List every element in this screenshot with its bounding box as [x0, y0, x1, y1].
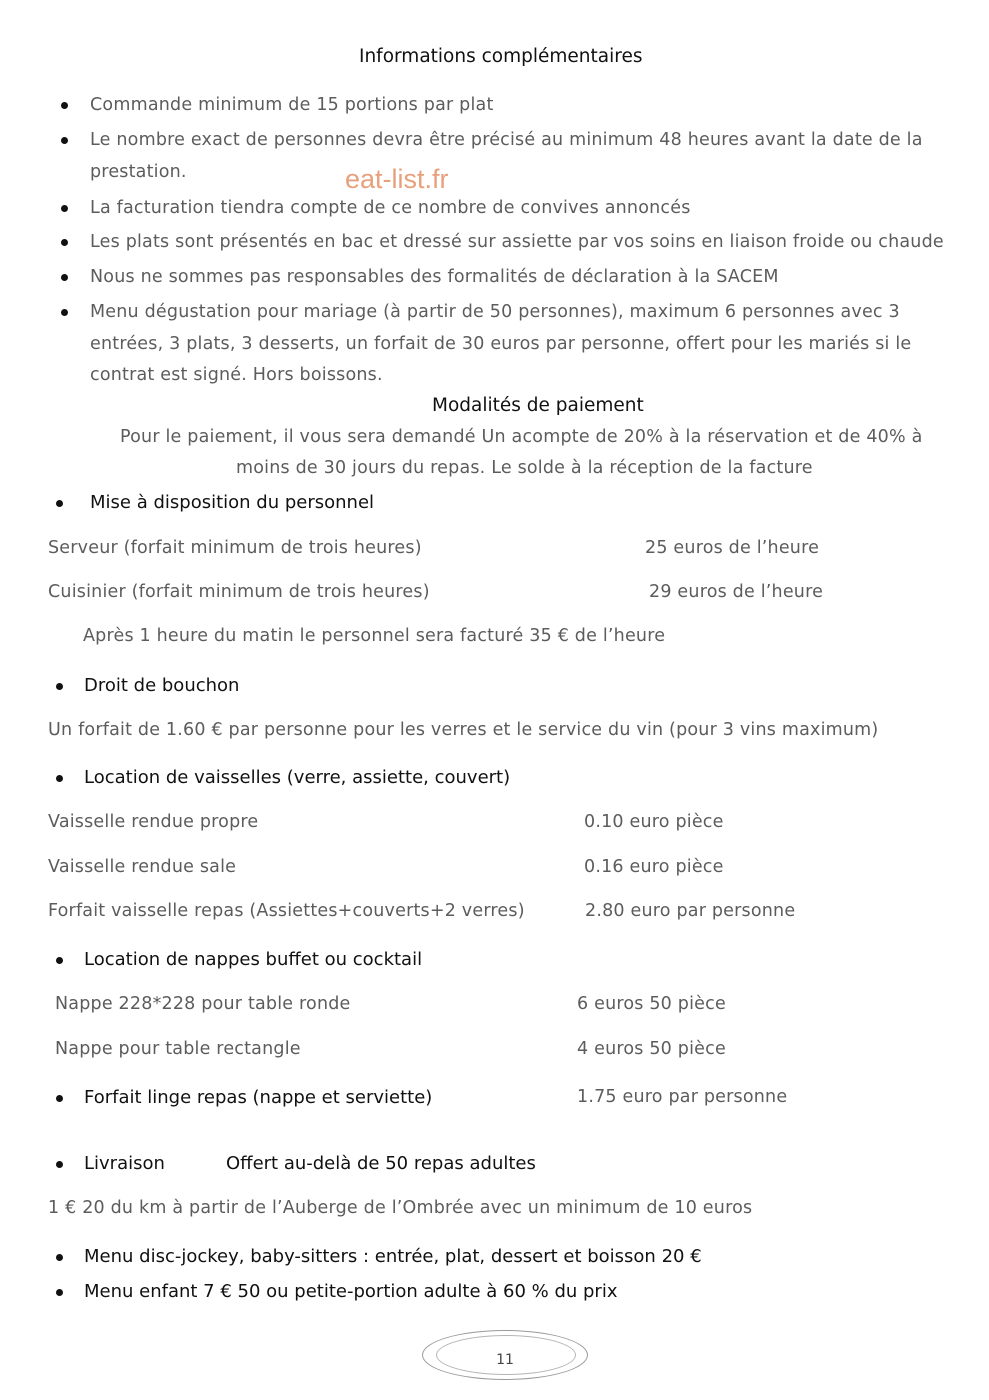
staff-label: Cuisinier (forfait minimum de trois heures): [48, 582, 430, 602]
delivery-heading: Livraison: [84, 1153, 165, 1174]
bullet-icon: [61, 274, 68, 281]
info-bullet-text: Le nombre exact de personnes devra être précisé au minimum 48 heures avant la date de la: [90, 130, 923, 150]
dishes-price: 2.80 euro par personne: [585, 901, 796, 921]
info-bullet-text: La facturation tiendra compte de ce nombre de convives annoncés: [90, 198, 691, 218]
staff-label: Serveur (forfait minimum de trois heures): [48, 538, 422, 558]
tablecloths-label: Nappe 228*228 pour table ronde: [55, 994, 351, 1014]
dishes-price: 0.10 euro pièce: [584, 812, 724, 832]
bullet-icon: [61, 205, 68, 212]
corkage-text: Un forfait de 1.60 € par personne pour les verres et le service du vin (pour 3 vins maximum): [48, 720, 879, 740]
linen-price: 1.75 euro par personne: [577, 1087, 788, 1107]
tablecloths-price: 6 euros 50 pièce: [577, 994, 726, 1014]
corkage-heading: Droit de bouchon: [84, 675, 240, 696]
dishes-heading: Location de vaisselles (verre, assiette, couvert): [84, 767, 511, 788]
info-title: Informations complémentaires: [359, 46, 643, 67]
payment-text: Pour le paiement, il vous sera demandé Un acompte de 20% à la réservation et de 40% à: [120, 427, 923, 447]
staff-price: 25 euros de l’heure: [645, 538, 820, 558]
staff-heading: Mise à disposition du personnel: [90, 492, 375, 513]
staff-price: 29 euros de l’heure: [649, 582, 824, 602]
delivery-offer: Offert au-delà de 50 repas adultes: [226, 1153, 536, 1174]
bullet-icon: [56, 500, 63, 507]
tablecloths-heading: Location de nappes buffet ou cocktail: [84, 949, 423, 970]
info-bullet-text: Nous ne sommes pas responsables des formalités de déclaration à la SACEM: [90, 267, 779, 287]
dishes-label: Vaisselle rendue propre: [48, 812, 259, 832]
delivery-text: 1 € 20 du km à partir de l’Auberge de l’Ombrée avec un minimum de 10 euros: [48, 1198, 753, 1218]
dishes-label: Forfait vaisselle repas (Assiettes+couverts+2 verres): [48, 901, 525, 921]
bullet-icon: [61, 137, 68, 144]
bullet-icon: [56, 1254, 63, 1261]
bullet-icon: [56, 957, 63, 964]
page-number: 11: [496, 1352, 514, 1368]
bullet-icon: [56, 775, 63, 782]
tablecloths-label: Nappe pour table rectangle: [55, 1039, 301, 1059]
bullet-icon: [61, 102, 68, 109]
payment-text: moins de 30 jours du repas. Le solde à la réception de la facture: [236, 458, 813, 478]
menu-item: Menu enfant 7 € 50 ou petite-portion adulte à 60 % du prix: [84, 1281, 618, 1302]
dishes-label: Vaisselle rendue sale: [48, 857, 237, 877]
bullet-icon: [56, 1161, 63, 1168]
linen-heading: Forfait linge repas (nappe et serviette): [84, 1087, 433, 1108]
bullet-icon: [56, 1095, 63, 1102]
info-bullet-text: entrées, 3 plats, 3 desserts, un forfait de 30 euros par personne, offert pour les mariés si le: [90, 334, 912, 354]
bullet-icon: [56, 1289, 63, 1296]
info-bullet-text: contrat est signé. Hors boissons.: [90, 365, 383, 385]
bullet-icon: [56, 683, 63, 690]
menu-item: Menu disc-jockey, baby-sitters : entrée, plat, dessert et boisson 20 €: [84, 1246, 702, 1267]
bullet-icon: [61, 239, 68, 246]
watermark: eat-list.fr: [345, 164, 449, 194]
bullet-icon: [61, 309, 68, 316]
info-bullet-text: Menu dégustation pour mariage (à partir de 50 personnes), maximum 6 personnes avec 3: [90, 302, 900, 322]
tablecloths-price: 4 euros 50 pièce: [577, 1039, 726, 1059]
info-bullet-text: prestation.: [90, 162, 187, 182]
staff-note: Après 1 heure du matin le personnel sera facturé 35 € de l’heure: [83, 626, 666, 646]
info-bullet-text: Commande minimum de 15 portions par plat: [90, 95, 494, 115]
info-bullet-text: Les plats sont présentés en bac et dressé sur assiette par vos soins en liaison froide ou chaude: [90, 232, 944, 252]
dishes-price: 0.16 euro pièce: [584, 857, 724, 877]
payment-title: Modalités de paiement: [432, 395, 644, 416]
